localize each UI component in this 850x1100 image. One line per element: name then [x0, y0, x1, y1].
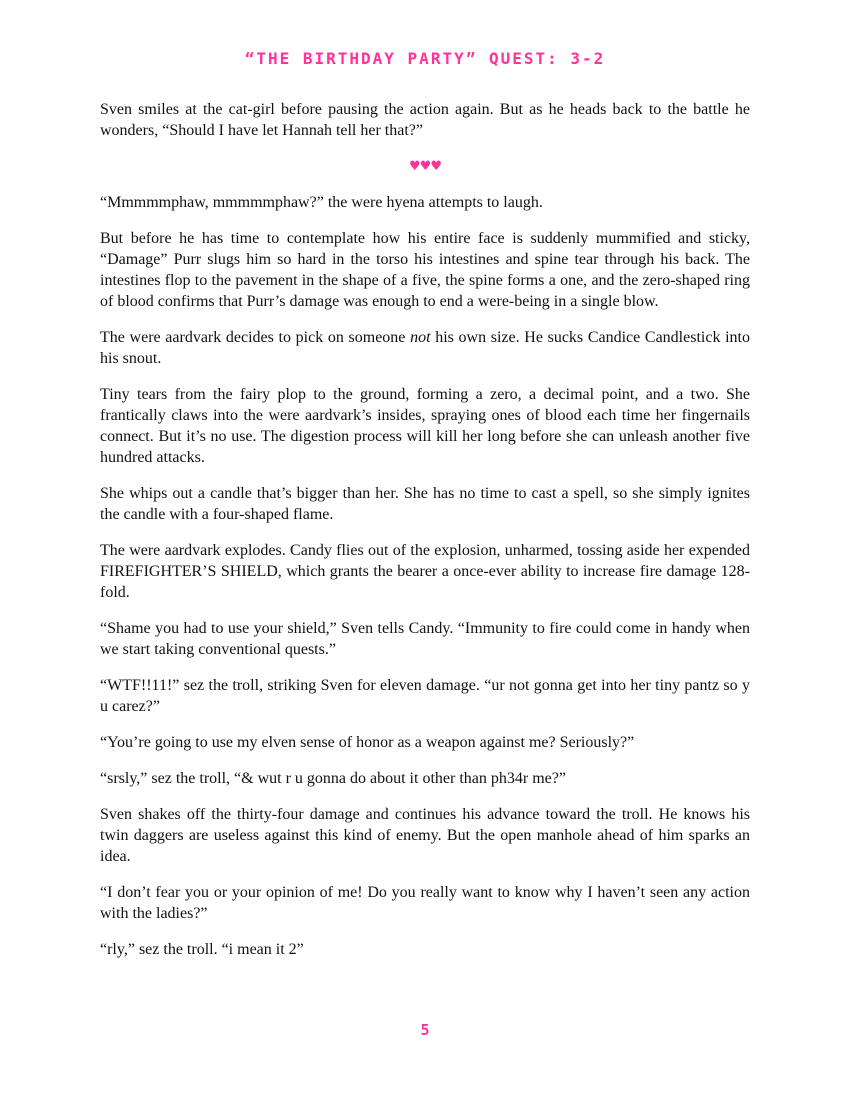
section-break — [100, 156, 750, 177]
paragraph: Sven smiles at the cat-girl before pausing the action again. But as he heads back to the battle he wonders, “Should I have let Hannah tell her that?” — [100, 101, 750, 139]
paragraph: Tiny tears from the fairy plop to the ground, forming a zero, a decimal point, and a two. She frantically claws into the were aardvark’s insides, spraying ones of blood each time her fingernails connect. But it’s no use. The digestion process will kill her long before she can unleash another five hundred attacks. — [100, 386, 750, 466]
page-number: 5 — [420, 1021, 430, 1039]
paragraph — [100, 327, 750, 369]
paragraph: But before he has time to contemplate how his entire face is suddenly mummified and sticky, “Damage” Purr slugs him so hard in the torso his intestines and spine tear through his back. The intestines flop to the pavement in the shape of a five, the spine forms a one, and the zero-shaped ring of blood confirms that Purr’s damage was enough to end a were-being in a single blow. — [100, 230, 750, 310]
paragraph: “srsly,” sez the troll, “& wut r u gonna do about it other than ph34r me?” — [100, 770, 566, 787]
heart-icon: ♥♥♥ — [409, 159, 441, 174]
emphasis-text: not — [410, 329, 431, 346]
paragraph: “Shame you had to use your shield,” Sven tells Candy. “Immunity to fire could come in handy when we start taking conventional quests.” — [100, 620, 750, 658]
paragraph: “Mmmmmphaw, mmmmmphaw?” the were hyena attempts to laugh. — [100, 194, 543, 211]
paragraph-text: The were aardvark decides to pick on someone — [100, 329, 411, 346]
page-header-title: “THE BIRTHDAY PARTY” QUEST: 3-2 — [244, 49, 606, 68]
paragraph-text: his own size. He sucks Candice Candlestick into his snout. — [100, 329, 750, 367]
paragraph: She whips out a candle that’s bigger than her. She has no time to cast a spell, so she simply ignites the candle with a four-shaped flame. — [100, 485, 750, 523]
paragraph: “I don’t fear you or your opinion of me! Do you really want to know why I haven’t seen any action with the ladies?” — [100, 884, 750, 922]
paragraph: “rly,” sez the troll. “i mean it 2” — [100, 941, 304, 958]
paragraph: “WTF!!11!” sez the troll, striking Sven for eleven damage. “ur not gonna get into her tiny pantz so y u carez?” — [100, 677, 750, 715]
body-text — [100, 99, 750, 975]
paragraph: Sven shakes off the thirty-four damage and continues his advance toward the troll. He knows his twin daggers are useless against this kind of enemy. But the open manhole ahead of him sparks an idea. — [100, 806, 750, 865]
paragraph: “You’re going to use my elven sense of honor as a weapon against me? Seriously?” — [100, 734, 635, 751]
paragraph: The were aardvark explodes. Candy flies out of the explosion, unharmed, tossing aside her expended FIREFIGHTER’S SHIELD, which grants the bearer a once-ever ability to increase fire damage 128-fold. — [100, 542, 750, 601]
